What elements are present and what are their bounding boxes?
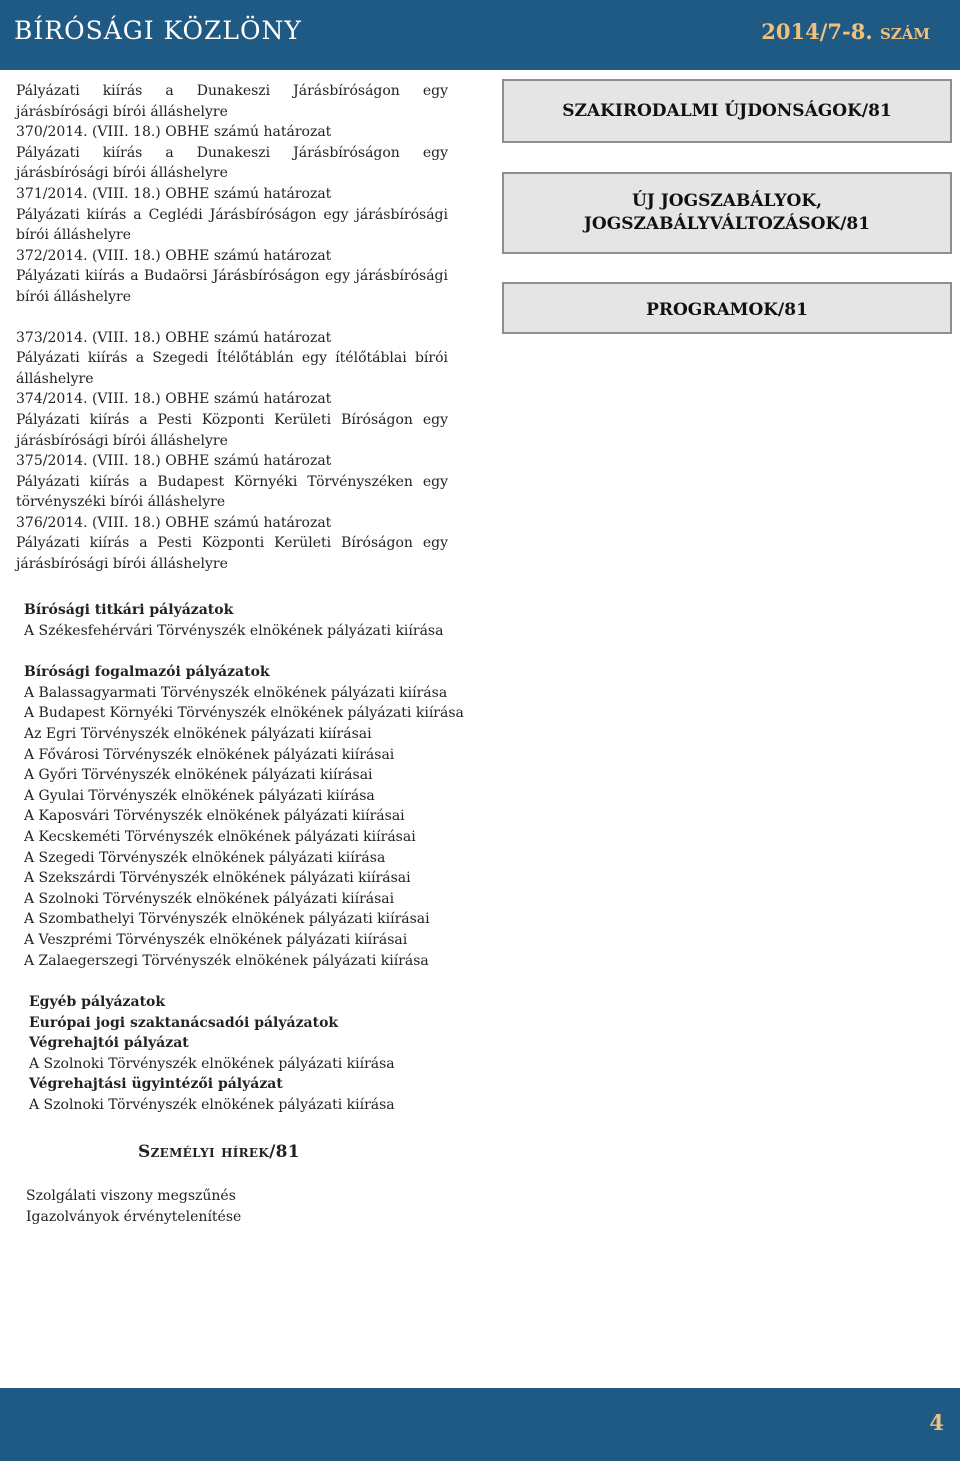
bailiff-clerk-heading: Végrehajtási ügyintézői pályázat xyxy=(29,1076,283,1093)
resolution-entry xyxy=(16,389,448,451)
literature-box xyxy=(502,79,952,143)
list-item: A Veszprémi Törvényszék elnökének pályázati kiírásai xyxy=(24,931,408,948)
list-item: A Győri Törvényszék elnökének pályázati kiírásai xyxy=(24,767,373,784)
resolution-number: 376/2014. (VIII. 18.) OBHE számú határozat xyxy=(16,514,332,531)
resolution-entry xyxy=(16,184,448,246)
list-item: A Szekszárdi Törvényszék elnökének pályázati kiírásai xyxy=(24,870,411,887)
page-header xyxy=(0,0,960,70)
page-footer xyxy=(0,1388,960,1461)
resolution-number: 372/2014. (VIII. 18.) OBHE számú határozat xyxy=(16,247,332,264)
laws-box xyxy=(502,172,952,254)
resolution-text: Pályázati kiírás a Pesti Központi Kerületi Bíróságon egy járásbírósági bírói álláshelyre xyxy=(16,535,448,573)
list-item: Szolgálati viszony megszűnés xyxy=(26,1188,236,1204)
resolution-text: Pályázati kiírás a Budaörsi Járásbíróságon egy járásbírósági bírói álláshelyre xyxy=(16,268,448,305)
journal-title: BÍRÓSÁGI KÖZLÖNY xyxy=(14,16,302,45)
personal-news-title: Személyi hírek/81 xyxy=(138,1142,300,1162)
list-item: A Szegedi Törvényszék elnökének pályázati kiírása xyxy=(24,849,386,866)
resolution-text: Pályázati kiírás a Pesti Központi Kerületi Bíróságon egy járásbírósági bírói álláshelyre xyxy=(16,411,448,449)
resolution-text: Pályázati kiírás a Budapest Környéki Törvényszéken egy törvényszéki bírói álláshelyre xyxy=(16,473,448,511)
applications-sections xyxy=(24,600,464,1137)
bailiff-heading: Végrehajtói pályázat xyxy=(29,1035,189,1052)
section-heading: Egyéb pályázatok xyxy=(29,994,166,1011)
list-item: A Szolnoki Törvényszék elnökének pályázati kiírása xyxy=(29,1097,395,1114)
resolution-number: 373/2014. (VIII. 18.) OBHE számú határozat xyxy=(16,329,332,346)
resolution-text: Pályázati kiírás a Ceglédi Járásbíróságon egy járásbírósági bírói álláshelyre xyxy=(16,206,448,244)
resolutions-list xyxy=(16,81,448,575)
list-item: A Szolnoki Törvényszék elnökének pályázati kiírása xyxy=(29,1055,395,1072)
list-item: Igazolványok érvénytelenítése xyxy=(26,1208,242,1225)
issue-number-suffix: SZÁM xyxy=(879,25,930,43)
list-item: A Budapest Környéki Törvényszék elnökének pályázati kiírása xyxy=(24,705,464,722)
personal-news-list xyxy=(26,1186,241,1227)
resolution-number: 374/2014. (VIII. 18.) OBHE számú határozat xyxy=(16,391,332,408)
eu-heading: Európai jogi szaktanácsadói pályázatok xyxy=(29,1014,339,1031)
resolution-entry xyxy=(16,81,448,122)
list-item: A Gyulai Törvényszék elnökének pályázati kiírása xyxy=(24,787,375,804)
literature-title: SZAKIRODALMI ÚJDONSÁGOK/81 xyxy=(562,100,892,121)
resolution-text: Pályázati kiírás a Dunakeszi Járásbíróságon egy járásbírósági bírói álláshelyre xyxy=(16,83,448,120)
resolution-entry xyxy=(16,122,448,184)
programs-box xyxy=(502,282,952,334)
programs-title: PROGRAMOK/81 xyxy=(646,299,808,320)
list-item: A Fővárosi Törvényszék elnökének pályázati kiírásai xyxy=(24,746,395,763)
resolution-number: 370/2014. (VIII. 18.) OBHE számú határozat xyxy=(16,124,332,141)
laws-title-line2: JOGSZABÁLYVÁLTOZÁSOK/81 xyxy=(583,214,871,234)
laws-title xyxy=(584,190,870,236)
resolution-entry xyxy=(16,513,448,575)
resolution-entry xyxy=(16,246,448,308)
list-item: A Kaposvári Törvényszék elnökének pályázati kiírásai xyxy=(24,808,405,825)
resolution-number: 375/2014. (VIII. 18.) OBHE számú határozat xyxy=(16,453,332,470)
resolution-entry xyxy=(16,328,448,390)
list-item: A Kecskeméti Törvényszék elnökének pályázati kiírásai xyxy=(24,828,416,845)
resolution-text: Pályázati kiírás a Szegedi Ítélőtáblán egy ítélőtáblai bírói álláshelyre xyxy=(16,350,448,387)
resolution-number: 371/2014. (VIII. 18.) OBHE számú határozat xyxy=(16,185,332,202)
section-heading: Bírósági fogalmazói pályázatok xyxy=(24,664,270,681)
list-item: A Szombathelyi Törvényszék elnökének pályázati kiírásai xyxy=(24,911,430,928)
resolution-entry xyxy=(16,451,448,513)
list-item: A Zalaegerszegi Törvényszék elnökének pályázati kiírása xyxy=(24,952,429,969)
page-number: 4 xyxy=(929,1410,944,1435)
laws-title-line1: ÚJ JOGSZABÁLYOK, xyxy=(631,191,823,211)
other-section xyxy=(29,992,464,1116)
list-item: Az Egri Törvényszék elnökének pályázati kiírásai xyxy=(24,725,372,742)
issue-number-value: 2014/7-8. xyxy=(761,19,873,44)
list-item: A Balassagyarmati Törvényszék elnökének pályázati kiírása xyxy=(24,684,448,701)
list-item: A Székesfehérvári Törvényszék elnökének pályázati kiírása xyxy=(24,622,444,639)
secretary-section xyxy=(24,600,464,641)
section-heading: Bírósági titkári pályázatok xyxy=(24,602,234,618)
issue-number xyxy=(761,19,930,44)
spacer xyxy=(16,308,448,328)
drafter-section xyxy=(24,662,464,971)
list-item: A Szolnoki Törvényszék elnökének pályázati kiírásai xyxy=(24,890,395,907)
resolution-text: Pályázati kiírás a Dunakeszi Járásbíróságon egy járásbírósági bírói álláshelyre xyxy=(16,144,448,182)
